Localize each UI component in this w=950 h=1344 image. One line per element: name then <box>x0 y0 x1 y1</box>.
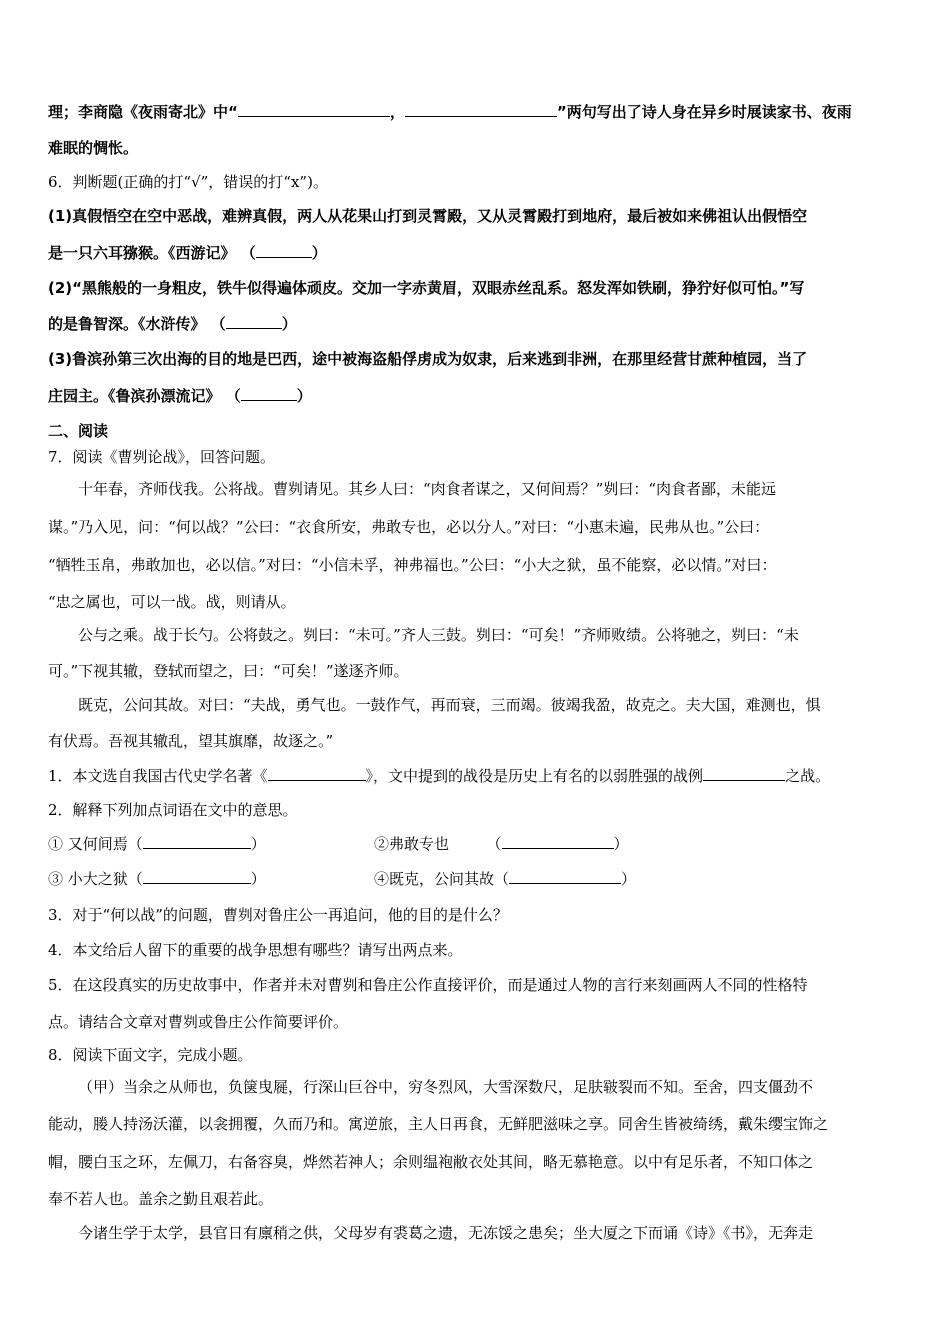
q7-sub-4: 4．本文给后人留下的重要的战争思想有哪些？请写出两点来。 <box>48 941 463 959</box>
q6-title: 6．判断题(正确的打“√”，错误的打“x”)。 <box>48 173 328 191</box>
q8-title: 8．阅读下面文字，完成小题。 <box>48 1046 253 1064</box>
q7-passage-line: 公与之乘。战于长勺。公将鼓之。刿曰：“未可。”齐人三鼓。刿曰：“可矣！”齐师败绩。公将驰之，刿曰：“未 <box>78 626 799 644</box>
q6-item-2-line-2: 的是鲁智深。《水浒传》 （ ） <box>48 315 297 333</box>
q7-sub-1: 1．本文选自我国古代史学名著《 》，文中提到的战役是历史上有名的以弱胜强的战例 之战。 <box>48 767 831 785</box>
q7-sub-3: 3．对于“何以战”的问题，曹刿对鲁庄公一再追问，他的目的是什么？ <box>48 906 508 924</box>
q7-word-row <box>48 869 637 889</box>
word-item-3: ③ 小大之狱（ ） <box>48 870 266 888</box>
q7-passage-line: 十年春，齐师伐我。公将战。曹刿请见。其乡人曰：“肉食者谋之，又何间焉？”刿曰：“肉食者鄙，未能远 <box>78 480 777 498</box>
q6-item-3-line-2: 庄园主。《鲁滨孙漂流记》 （ ） <box>48 387 312 405</box>
q7-passage-line: 谋。”乃入见，问：“何以战？”公曰：“衣食所安，弗敢专也，必以分人。”对曰：“小惠未遍，民弗从也。”公曰： <box>48 518 770 536</box>
q8-passage-line: 能动，媵人持汤沃灌，以衾拥覆，久而乃和。寓逆旅，主人日再食，无鲜肥滋味之享。同舍生皆被绮绣，戴朱缨宝饰之 <box>48 1115 829 1133</box>
answer-blank[interactable] <box>405 102 557 117</box>
answer-blank[interactable] <box>238 102 390 117</box>
word-item-2: ②弗敢专也 （ ） <box>374 835 629 853</box>
q6-item-2-line-1: (2)“黑熊般的一身粗皮，铁牛似得遍体顽皮。交加一字赤黄眉，双眼赤丝乱系。怒发浑如铁刷，狰狞好似可怕。”写 <box>48 279 805 297</box>
q8-passage-line: 帽，腰白玉之环，左佩刀，右备容臭，烨然若神人；余则缊袍敝衣处其间，略无慕艳意。以中有足乐者，不知口体之 <box>48 1153 814 1171</box>
q7-passage-line: 既克，公问其故。对曰：“夫战，勇气也。一鼓作气，再而衰，三而竭。彼竭我盈，故克之。夫大国，难测也，惧 <box>78 696 821 714</box>
word-item-1: ① 又何间焉（ ） <box>48 835 266 853</box>
answer-blank[interactable] <box>143 834 251 849</box>
section-title: 二、阅读 <box>48 422 109 440</box>
q7-sub-5-line-2: 点。请结合文章对曹刿或鲁庄公作简要评价。 <box>48 1013 349 1031</box>
answer-blank[interactable] <box>268 766 366 781</box>
q7-sub-2: 2．解释下列加点词语在文中的意思。 <box>48 801 298 819</box>
q7-passage-line: “忠之属也，可以一战。战，则请从。 <box>48 593 296 611</box>
q6-item-1-line-2: 是一只六耳猕猴。《西游记》 （ ） <box>48 244 327 262</box>
q7-word-row <box>48 834 629 854</box>
q8-passage-line: 今诸生学于太学，县官日有廪稍之供，父母岁有裘葛之遗，无冻馁之患矣；坐大厦之下而诵《诗》《书》，无奔走 <box>78 1224 814 1242</box>
q8-passage-line: 奉不若人也。盖余之勤且艰若此。 <box>48 1190 274 1208</box>
answer-blank[interactable] <box>509 869 621 884</box>
answer-blank[interactable] <box>256 243 312 258</box>
q7-title: 7．阅读《曹刿论战》，回答问题。 <box>48 448 276 466</box>
answer-blank[interactable] <box>703 766 785 781</box>
q7-sub-5-line-1: 5．在这段真实的历史故事中，作者并未对曹刿和鲁庄公作直接评价，而是通过人物的言行来刻画两人不同的性格特 <box>48 976 808 994</box>
answer-blank[interactable] <box>502 834 614 849</box>
q5-line-2: 难眠的惆怅。 <box>48 139 139 157</box>
q6-item-1-line-1: (1)真假悟空在空中恶战，难辨真假，两人从花果山打到灵霄殿，又从灵霄殿打到地府，最后被如来佛祖认出假悟空 <box>48 207 808 225</box>
q7-passage-line: 有伏焉。吾视其辙乱，望其旗靡，故逐之。” <box>48 732 334 750</box>
answer-blank[interactable] <box>241 386 297 401</box>
q8-passage-line: （甲）当余之从师也，负箧曳屣，行深山巨谷中，穷冬烈风，大雪深数尺，足肤皲裂而不知。至舍，四支僵劲不 <box>78 1078 814 1096</box>
q5-line-1: 理；李商隐《夜雨寄北》中“ ， ”两句写出了诗人身在异乡时展读家书、夜雨 <box>48 103 852 121</box>
q7-passage-line: 可。”下视其辙，登轼而望之，曰：“可矣！”遂逐齐师。 <box>48 662 409 680</box>
q7-passage-line: “牺牲玉帛，弗敢加也，必以信。”对曰：“小信未孚，神弗福也。”公曰：“小大之狱，虽不能察，必以情。”对曰： <box>48 556 777 574</box>
word-item-4: ④既克，公问其故（ ） <box>374 870 637 888</box>
q6-item-3-line-1: (3)鲁滨孙第三次出海的目的地是巴西，途中被海盗船俘虏成为奴隶，后来逃到非洲，在那里经营甘蔗种植园，当了 <box>48 350 808 368</box>
answer-blank[interactable] <box>226 314 282 329</box>
answer-blank[interactable] <box>143 869 251 884</box>
